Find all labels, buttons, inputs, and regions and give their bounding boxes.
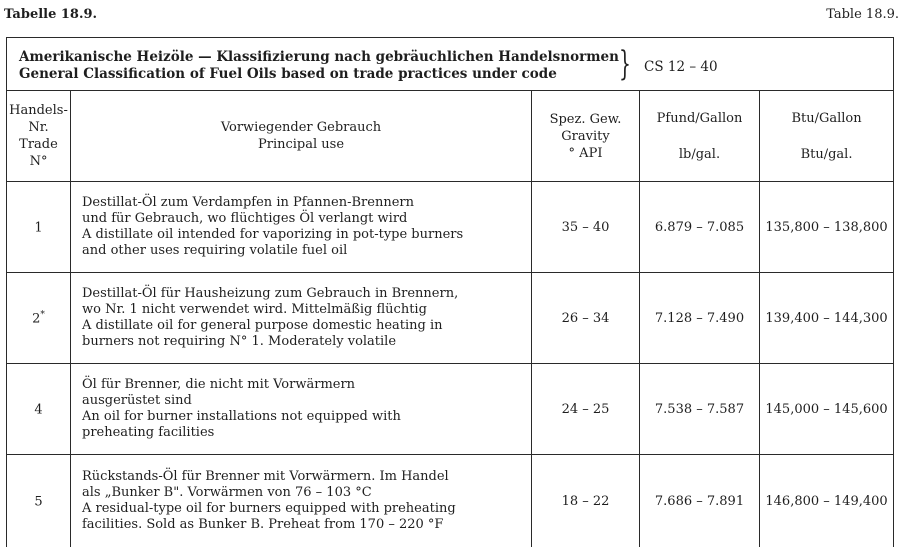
trade-no-cell bbox=[7, 364, 71, 455]
principal-use-cell bbox=[71, 364, 532, 455]
use-line: facilities. Sold as Bunker B. Preheat from 170 – 220 °F bbox=[82, 517, 444, 532]
header-use-de: Vorwiegender Gebrauch bbox=[220, 120, 382, 135]
trade-no: 2 bbox=[32, 311, 41, 327]
fuel-oil-table bbox=[6, 37, 894, 547]
table-title-row bbox=[7, 38, 894, 91]
trade-no: 5 bbox=[34, 494, 43, 510]
header-lb-gal-de: Pfund/Gallon bbox=[656, 110, 743, 126]
principal-use-cell bbox=[71, 455, 532, 548]
header-trade-no-line: Handels- bbox=[9, 103, 68, 118]
table-row bbox=[7, 455, 894, 548]
use-line: Öl für Brenner, die nicht mit Vorwärmern bbox=[82, 377, 356, 392]
use-line: An oil for burner installations not equipped with bbox=[82, 409, 401, 424]
header-row bbox=[7, 91, 894, 182]
header-use-en: Principal use bbox=[257, 137, 345, 152]
brace-glyph: } bbox=[619, 44, 631, 84]
use-line: A residual-type oil for burners equipped with preheating bbox=[82, 501, 456, 516]
header-trade-no-line: N° bbox=[29, 154, 48, 169]
header-btu-gal-de: Btu/Gallon bbox=[791, 110, 862, 126]
lb-gal-cell: 6.879 – 7.085 bbox=[640, 182, 760, 273]
header-lb-gal bbox=[640, 91, 760, 182]
header-btu-gal bbox=[760, 91, 894, 182]
use-line: preheating facilities bbox=[82, 425, 215, 440]
header-gravity bbox=[532, 91, 640, 182]
use-line: A distillate oil intended for vaporizing in pot-type burners bbox=[82, 227, 464, 242]
btu-gal-cell: 135,800 – 138,800 bbox=[760, 182, 894, 273]
page-header-left: Tabelle 18.9. bbox=[4, 6, 98, 22]
lb-gal-cell: 7.538 – 7.587 bbox=[640, 364, 760, 455]
page-header bbox=[4, 4, 899, 24]
trade-no: 4 bbox=[34, 402, 43, 418]
header-trade-no-line: Nr. bbox=[28, 120, 49, 135]
header-gravity-line: Spez. Gew. bbox=[549, 111, 622, 127]
gravity-cell: 35 – 40 bbox=[532, 182, 640, 273]
btu-gal-cell: 139,400 – 144,300 bbox=[760, 273, 894, 364]
gravity-cell: 26 – 34 bbox=[532, 273, 640, 364]
btu-gal-cell: 145,000 – 145,600 bbox=[760, 364, 894, 455]
trade-no-cell bbox=[7, 273, 71, 364]
table-row bbox=[7, 182, 894, 273]
use-line: burners not requiring N° 1. Moderately volatile bbox=[82, 334, 397, 349]
trade-no-mark: * bbox=[40, 309, 45, 320]
use-line: A distillate oil for general purpose domestic heating in bbox=[82, 318, 443, 333]
use-line: Rückstands-Öl für Brenner mit Vorwärmern. Im Handel bbox=[82, 469, 449, 484]
use-line: ausgerüstet sind bbox=[82, 393, 192, 408]
page-header-right: Table 18.9. bbox=[826, 6, 899, 22]
lb-gal-cell: 7.128 – 7.490 bbox=[640, 273, 760, 364]
table-code: CS 12 – 40 bbox=[644, 59, 718, 75]
btu-gal-cell: 146,800 – 149,400 bbox=[760, 455, 894, 548]
principal-use-cell bbox=[71, 182, 532, 273]
use-line: Destillat-Öl zum Verdampfen in Pfannen-Brennern bbox=[82, 195, 414, 210]
table-title-de: Amerikanische Heizöle — Klassifizierung nach gebräuchlichen Handelsnormen bbox=[19, 49, 619, 65]
table-row bbox=[7, 273, 894, 364]
use-line: und für Gebrauch, wo flüchtiges Öl verlangt wird bbox=[82, 211, 408, 226]
trade-no-cell bbox=[7, 455, 71, 548]
table-row bbox=[7, 364, 894, 455]
use-line: Destillat-Öl für Hausheizung zum Gebrauch in Brennern, bbox=[82, 286, 459, 301]
header-trade-no bbox=[7, 91, 71, 182]
gravity-cell: 18 – 22 bbox=[532, 455, 640, 548]
header-use bbox=[71, 91, 532, 182]
principal-use-cell bbox=[71, 273, 532, 364]
table-title bbox=[19, 49, 619, 83]
table-title-en: General Classification of Fuel Oils based on trade practices under code bbox=[19, 66, 557, 82]
header-btu-gal-en: Btu/gal. bbox=[800, 146, 853, 162]
use-line: and other uses requiring volatile fuel oil bbox=[82, 243, 348, 258]
header-gravity-line: Gravity bbox=[561, 128, 610, 144]
use-line: wo Nr. 1 nicht verwendet wird. Mittelmäßig flüchtig bbox=[82, 302, 427, 317]
use-line: als „Bunker B". Vorwärmen von 76 – 103 °C bbox=[82, 485, 372, 500]
lb-gal-cell: 7.686 – 7.891 bbox=[640, 455, 760, 548]
trade-no-cell bbox=[7, 182, 71, 273]
header-trade-no-line: Trade bbox=[19, 137, 58, 152]
header-lb-gal-en: lb/gal. bbox=[678, 146, 721, 162]
header-gravity-line: ° API bbox=[568, 145, 603, 161]
trade-no: 1 bbox=[34, 220, 43, 236]
table-title-cell bbox=[7, 38, 894, 91]
gravity-cell: 24 – 25 bbox=[532, 364, 640, 455]
